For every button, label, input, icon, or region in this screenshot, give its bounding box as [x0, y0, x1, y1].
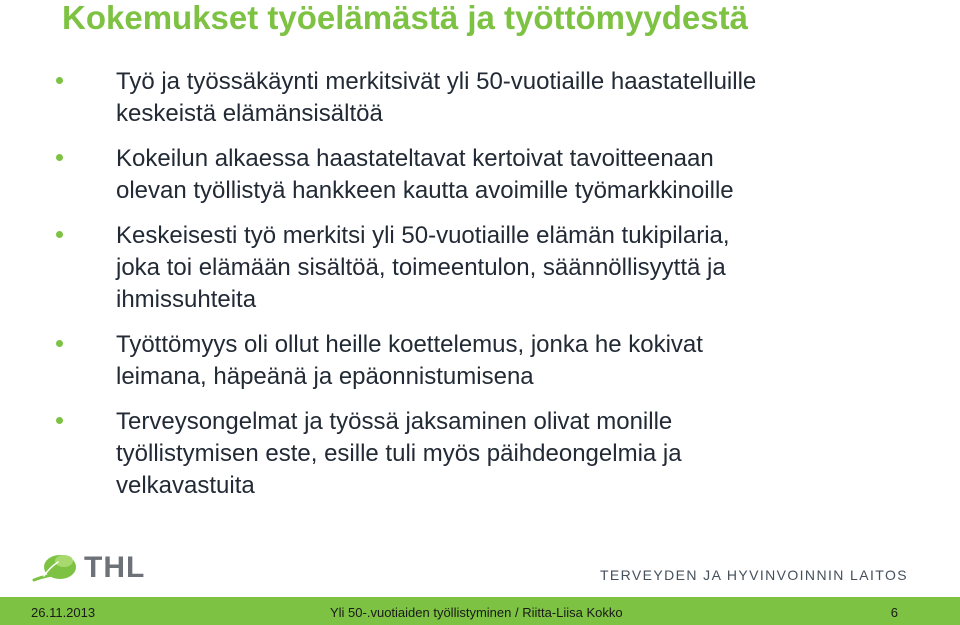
bullet-list	[56, 66, 916, 502]
bullet-item	[56, 406, 916, 502]
bullet-dot-icon	[56, 340, 63, 347]
footer-date: 26.11.2013	[31, 605, 96, 620]
bullet-item	[56, 220, 916, 316]
slide-title: Kokemukset työelämästä ja työttömyydestä	[62, 0, 748, 36]
bullet-dot-icon	[56, 154, 63, 161]
logo-text: THL	[84, 551, 146, 584]
bullet-item	[56, 66, 916, 130]
bullet-line: olevan työllistyä hankkeen kautta avoimille työmarkkinoille	[116, 177, 734, 204]
bullet-line: leimana, häpeänä ja epäonnistumisena	[116, 363, 534, 390]
bullet-line: Työttömyys oli ollut heille koettelemus, jonka he kokivat	[116, 331, 703, 358]
bullet-item	[56, 143, 916, 207]
bullet-line: Terveysongelmat ja työssä jaksaminen olivat monille	[116, 408, 673, 435]
bullet-dot-icon	[56, 417, 63, 424]
bullet-line: keskeistä elämänsisältöä	[116, 100, 383, 127]
footer-presentation-title: Yli 50-.vuotiaiden työllistyminen / Riitta-Liisa Kokko	[330, 605, 623, 620]
thl-logo	[30, 540, 170, 590]
bullet-line: Työ ja työssäkäynti merkitsivät yli 50-vuotiaille haastatelluille	[116, 68, 757, 95]
bullet-line: työllistymisen este, esille tuli myös päihdeongelmia ja	[116, 440, 682, 467]
institute-name: TERVEYDEN JA HYVINVOINNIN LAITOS	[599, 567, 908, 583]
bullet-line: Kokeilun alkaessa haastateltavat kertoivat tavoitteenaan	[116, 145, 714, 172]
page-number: 6	[890, 605, 898, 620]
bullet-line: ihmissuhteita	[116, 286, 257, 313]
bullet-line: joka toi elämään sisältöä, toimeentulon, säännöllisyyttä ja	[116, 254, 726, 281]
bullet-dot-icon	[56, 77, 63, 84]
bullet-dot-icon	[56, 231, 63, 238]
bullet-line: Keskeisesti työ merkitsi yli 50-vuotiaille elämän tukipilaria,	[116, 222, 730, 249]
bullet-item	[56, 329, 916, 393]
leaf-globe-icon	[34, 555, 76, 580]
bullet-line: velkavastuita	[116, 472, 255, 499]
